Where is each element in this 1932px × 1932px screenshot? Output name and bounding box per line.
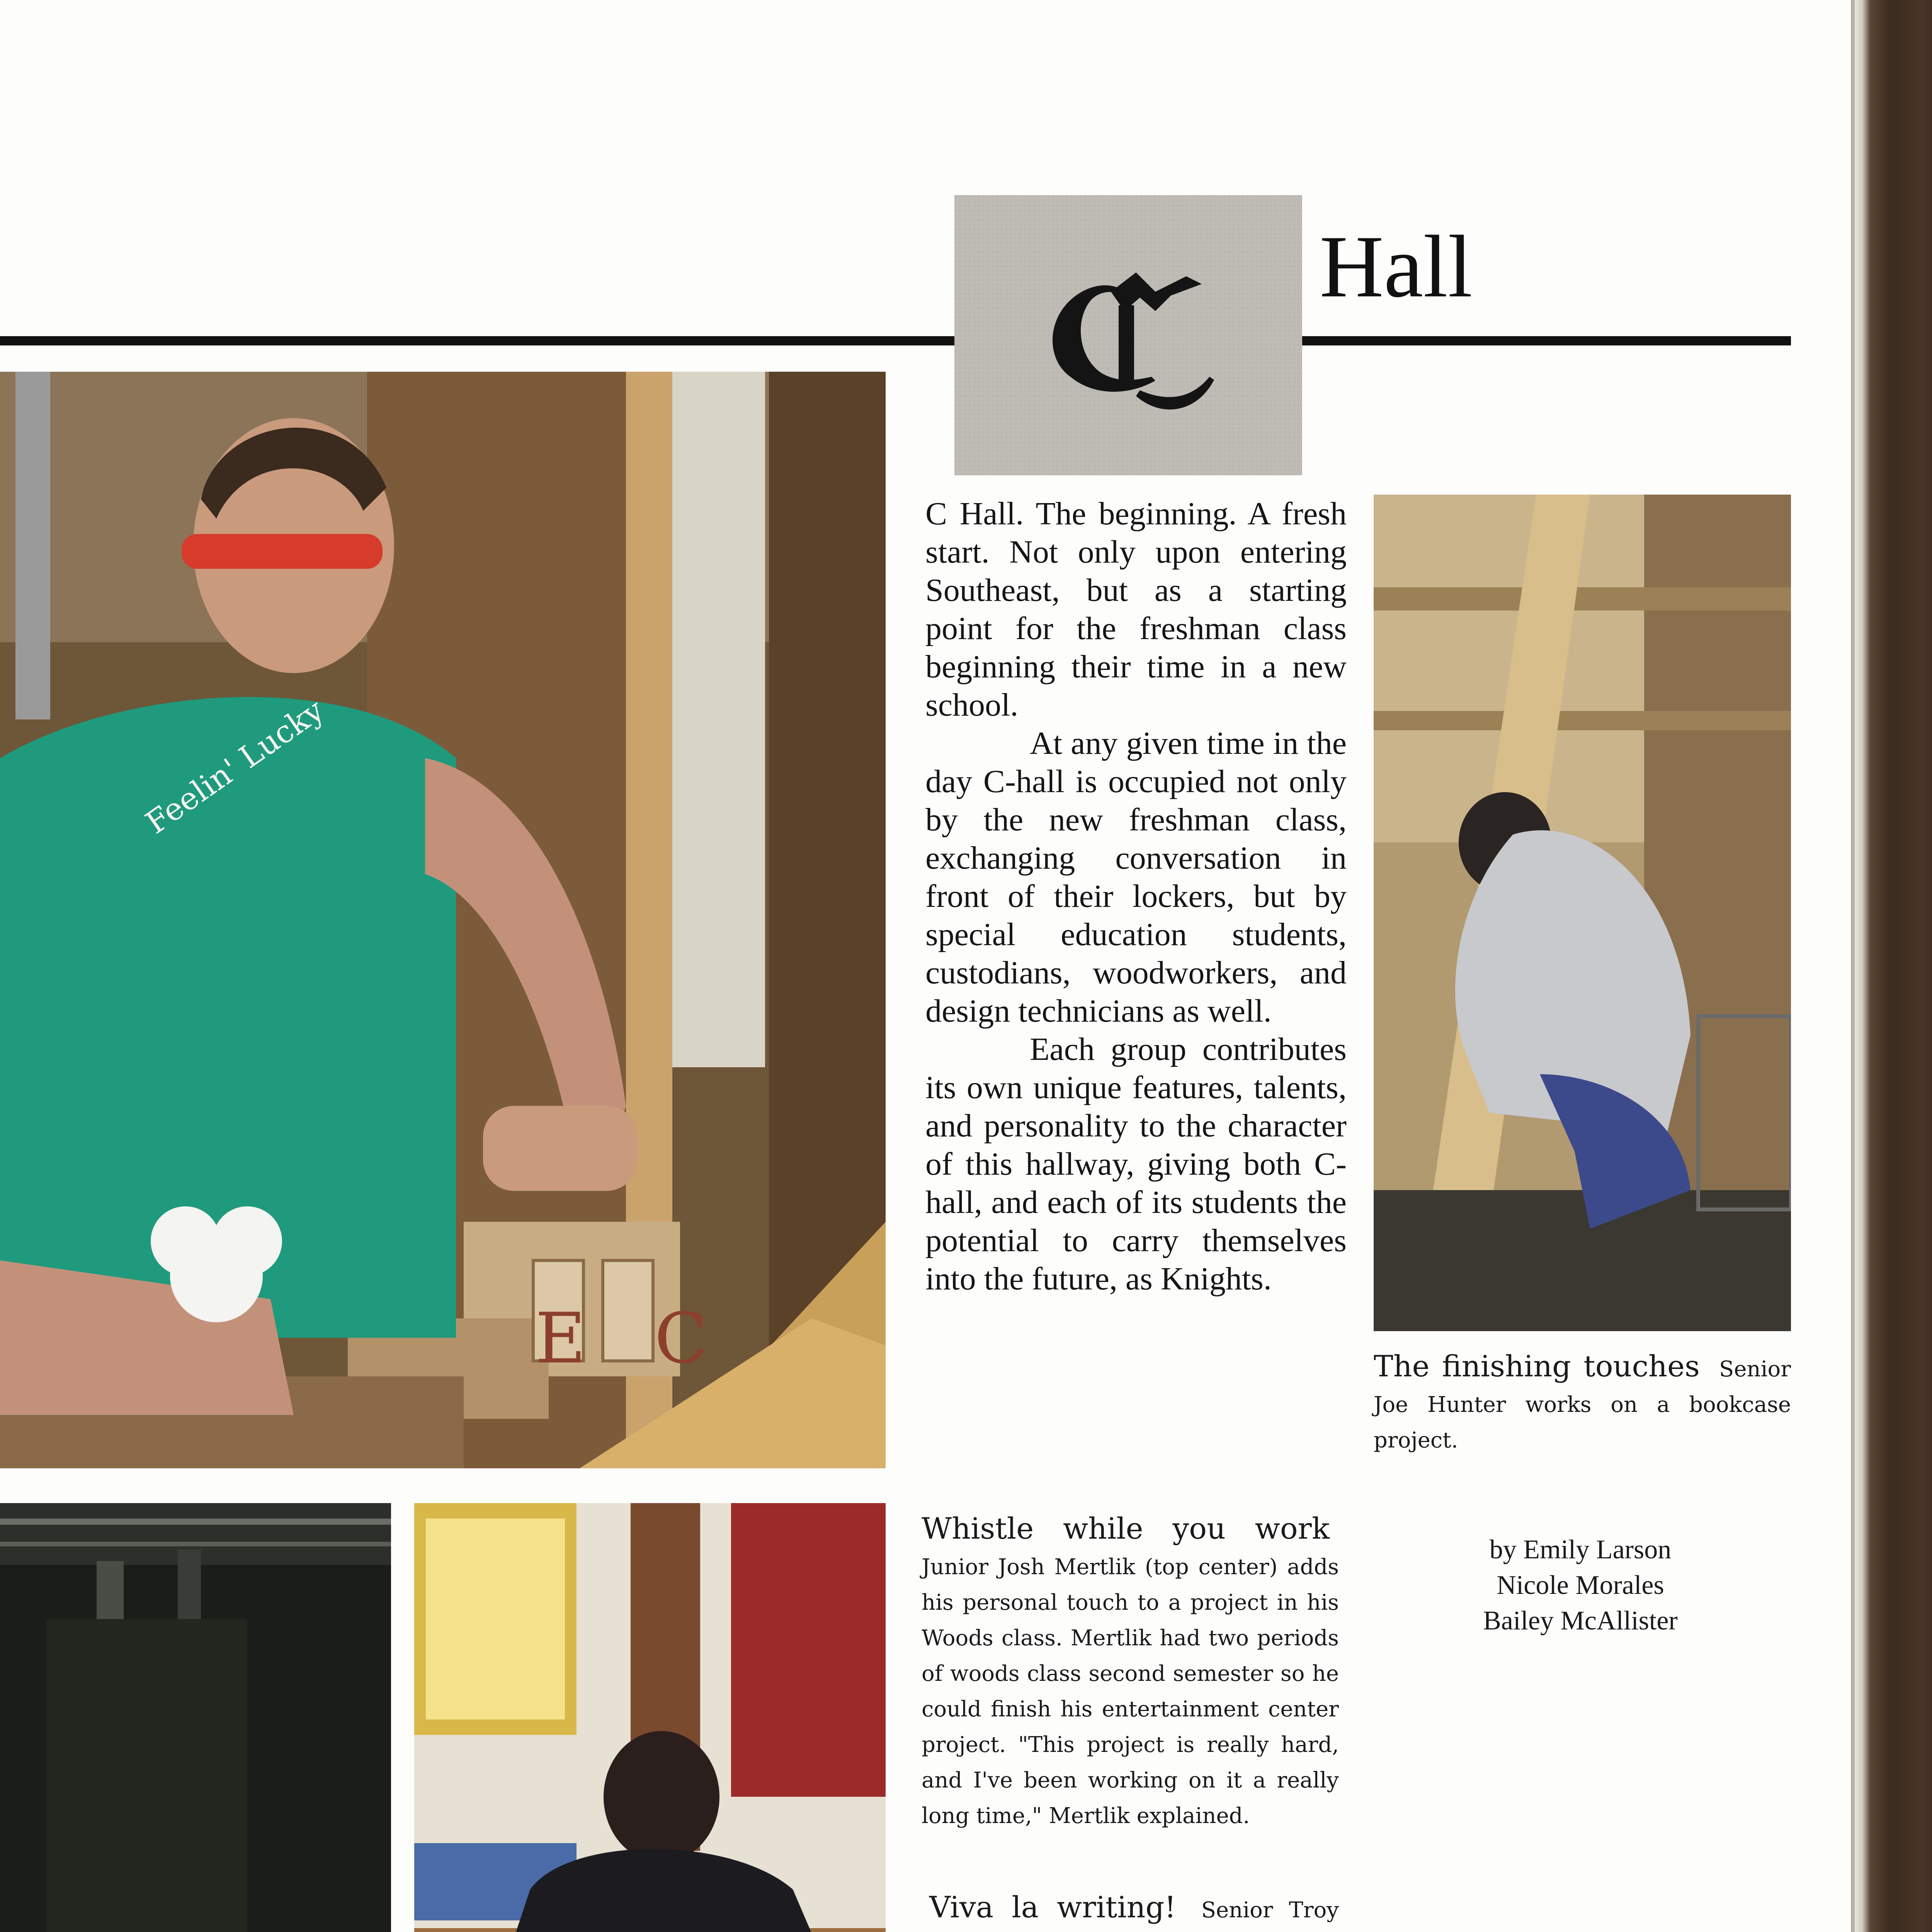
blackletter-c-icon [954, 195, 1302, 475]
photo-woodworker [0, 372, 886, 1468]
credit-line-3: Bailey McAllister [1483, 1606, 1678, 1636]
caption-text: Senior Troy [1201, 1898, 1339, 1923]
caption-finishing-touches [1374, 1349, 1791, 1458]
photo-bookcase-worker [1374, 495, 1791, 1331]
staff-credits [1437, 1532, 1723, 1639]
caption-viva-la-writing [929, 1889, 1339, 1932]
page-title: Hall [1320, 217, 1473, 316]
photo-masterpiece [0, 1503, 391, 1932]
book-binding [1855, 0, 1932, 1932]
caption-text: Junior Josh Mertlik (top center) adds his personal touch to a project in his Woods class. Mertlik had two periods of woods class second semester so he could finish his entertainment center project. "This project is really hard, and I've been working on it a really long time," Mertlik explained. [922, 1554, 1339, 1828]
credit-line-2: Nicole Morales [1497, 1570, 1664, 1600]
initial-letter-box [954, 195, 1302, 475]
header-rule-left [0, 336, 954, 345]
caption-text: Senior Joe Hunter works on a bookcase project. [1374, 1357, 1791, 1453]
caption-heading: The finishing touches [1374, 1349, 1700, 1383]
article-paragraph-2: At any given time in the day C-hall is occupied not only by the new freshman class, exchanging conversation in front of their lockers, but by special education students, custodians, woodworkers, and design technicians as well. [925, 725, 1347, 1029]
caption-heading: Whistle while you work [922, 1511, 1330, 1546]
article-body [925, 495, 1347, 1298]
credit-line-1: by Emily Larson [1489, 1535, 1672, 1565]
photo-student-writing [414, 1503, 886, 1932]
article-paragraph-1: C Hall. The beginning. A fresh start. Not only upon entering Southeast, but as a starting point for the freshman class beginning their time in a new school. [925, 496, 1347, 723]
article-paragraph-3: Each group contributes its own unique features, talents, and personality to the character of this hallway, giving both C-hall, and each of its students the potential to carry themselves into the future, as Knights. [925, 1031, 1347, 1297]
block-letters: E C [535, 1298, 731, 1379]
header-rule-right [1302, 336, 1791, 345]
caption-heading: Viva la writing! [929, 1890, 1176, 1924]
shirt-text: Feelin' Lucky [139, 692, 330, 841]
caption-whistle-while-you-work [922, 1511, 1339, 1834]
